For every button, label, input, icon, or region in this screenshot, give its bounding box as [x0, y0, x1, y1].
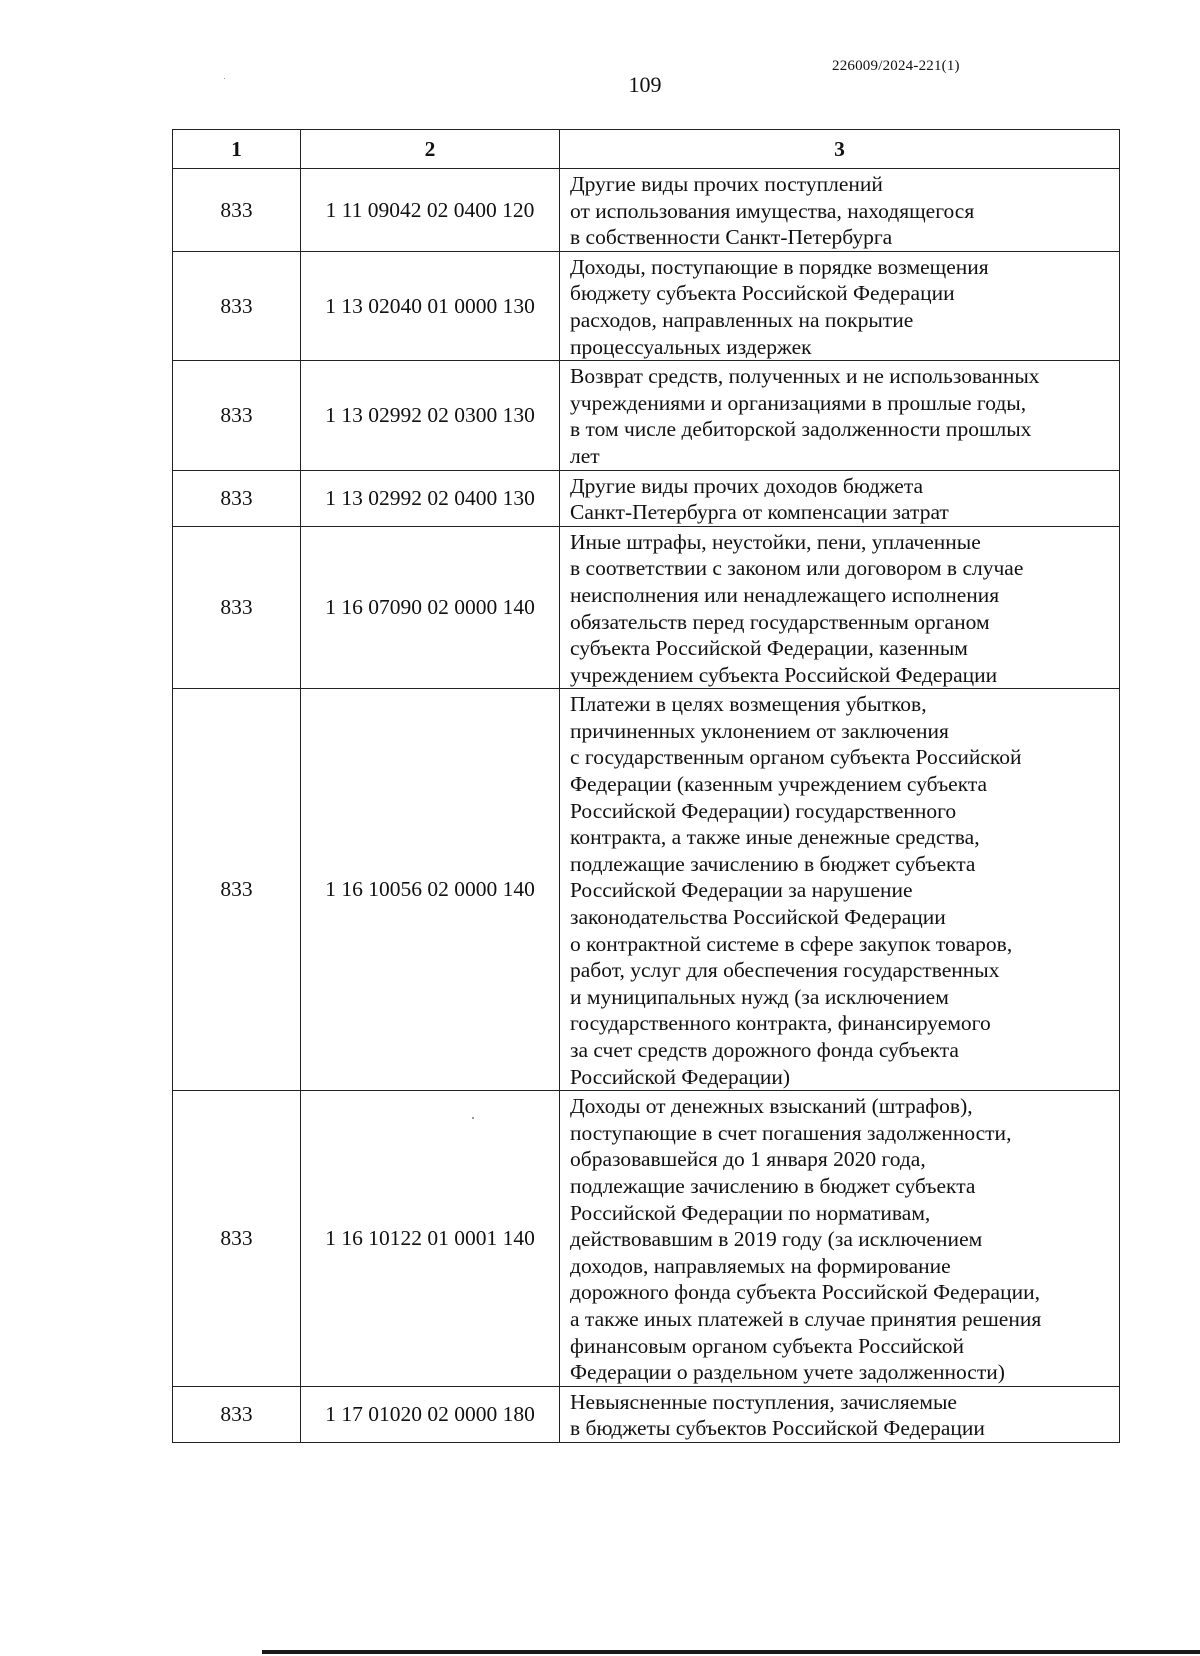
description-line: лет [570, 443, 600, 468]
budget-classification-code-cell: 1 11 09042 02 0400 120 [301, 169, 560, 252]
description-line: поступающие в счет погашения задолженности, [570, 1120, 1012, 1145]
document-registration-number: 226009/2024-221(1) [832, 58, 960, 74]
description-line: подлежащие зачислению в бюджет субъекта [570, 1173, 976, 1198]
column-header-3: 3 [560, 130, 1120, 169]
description-line: Российской Федерации) [570, 1064, 791, 1089]
description-line: в собственности Санкт-Петербурга [570, 225, 893, 250]
budget-classification-code-cell: 1 13 02992 02 0400 130 [301, 470, 560, 526]
revenue-description-cell [560, 251, 1120, 360]
revenue-description-cell [560, 689, 1120, 1091]
description-line: расходов, направленных на покрытие [570, 307, 914, 332]
description-line: действовавшим в 2019 году (за исключением [570, 1227, 983, 1252]
description-line: неисполнения или ненадлежащего исполнения [570, 582, 1000, 607]
description-line: работ, услуг для обеспечения государственных [570, 958, 1000, 983]
description-line: Доходы от денежных взысканий (штрафов), [570, 1094, 973, 1119]
revenue-description-cell [560, 526, 1120, 689]
description-line: в соответствии с законом или договором в случае [570, 556, 1024, 581]
description-line: учреждениями и организациями в прошлые годы, [570, 390, 1027, 415]
revenue-description-cell [560, 361, 1120, 470]
description-line: и муниципальных нужд (за исключением [570, 984, 949, 1009]
description-line: Санкт-Петербурга от компенсации затрат [570, 500, 949, 525]
description-line: бюджету субъекта Российской Федерации [570, 281, 955, 306]
description-line: обязательств перед государственным органом [570, 609, 990, 634]
description-line: в том числе дебиторской задолженности прошлых [570, 417, 1032, 442]
budget-classification-code-cell: 1 13 02992 02 0300 130 [301, 361, 560, 470]
table-row [173, 1091, 1120, 1387]
administrator-code-cell: 833 [173, 470, 301, 526]
budget-classification-code-cell: 1 16 07090 02 0000 140 [301, 526, 560, 689]
table-row [173, 169, 1120, 252]
budget-classification-code-cell: 1 16 10122 01 0001 140 [301, 1091, 560, 1387]
column-header-2: 2 [301, 130, 560, 169]
table-row [173, 470, 1120, 526]
description-line: Федерации (казенным учреждением субъекта [570, 772, 988, 797]
description-line: о контрактной системе в сфере закупок товаров, [570, 931, 1013, 956]
table-header-row [173, 130, 1120, 169]
description-line: субъекта Российской Федерации, казенным [570, 636, 968, 661]
description-line: Российской Федерации) государственного [570, 798, 957, 823]
description-line: процессуальных издержек [570, 334, 812, 359]
description-line: Другие виды прочих доходов бюджета [570, 473, 924, 498]
table-body [173, 169, 1120, 1443]
table-row [173, 251, 1120, 360]
description-line: доходов, направляемых на формирование [570, 1253, 951, 1278]
column-header-1: 1 [173, 130, 301, 169]
description-line: Иные штрафы, неустойки, пени, уплаченные [570, 529, 981, 554]
description-line: контракта, а также иные денежные средства, [570, 825, 980, 850]
table-row [173, 689, 1120, 1091]
revenue-codes-table [172, 129, 1120, 1443]
administrator-code-cell: 833 [173, 169, 301, 252]
revenue-codes-table-container [172, 129, 1119, 1443]
description-line: от использования имущества, находящегося [570, 198, 975, 223]
scan-speck [224, 78, 225, 79]
description-line: Российской Федерации по нормативам, [570, 1200, 931, 1225]
budget-classification-code-cell: 1 16 10056 02 0000 140 [301, 689, 560, 1091]
description-line: Возврат средств, полученных и не использованных [570, 364, 1040, 389]
revenue-description-cell [560, 470, 1120, 526]
revenue-description-cell [560, 1091, 1120, 1387]
administrator-code-cell: 833 [173, 361, 301, 470]
description-line: с государственным органом субъекта Российской [570, 745, 1022, 770]
description-line: Невыясненные поступления, зачисляемые [570, 1389, 957, 1414]
administrator-code-cell: 833 [173, 526, 301, 689]
description-line: а также иных платежей в случае принятия решения [570, 1306, 1042, 1331]
description-line: в бюджеты субъектов Российской Федерации [570, 1416, 985, 1441]
revenue-description-cell [560, 1386, 1120, 1442]
scan-speck [472, 1117, 474, 1119]
budget-classification-code-cell: 1 13 02040 01 0000 130 [301, 251, 560, 360]
description-line: дорожного фонда субъекта Российской Федерации, [570, 1280, 1040, 1305]
description-line: государственного контракта, финансируемого [570, 1011, 991, 1036]
table-row [173, 1386, 1120, 1442]
description-line: законодательства Российской Федерации [570, 905, 946, 930]
page-number: 109 [628, 72, 662, 97]
budget-classification-code-cell: 1 17 01020 02 0000 180 [301, 1386, 560, 1442]
administrator-code-cell: 833 [173, 1386, 301, 1442]
description-line: Другие виды прочих поступлений [570, 172, 883, 196]
description-line: Платежи в целях возмещения убытков, [570, 692, 927, 717]
scan-bottom-edge [262, 1650, 1200, 1654]
administrator-code-cell: 833 [173, 1091, 301, 1387]
revenue-description-cell [560, 169, 1120, 252]
description-line: Доходы, поступающие в порядке возмещения [570, 254, 989, 279]
description-line: Федерации о раздельном учете задолженности) [570, 1360, 1005, 1385]
administrator-code-cell: 833 [173, 689, 301, 1091]
table-row [173, 361, 1120, 470]
description-line: учреждением субъекта Российской Федерации [570, 662, 998, 687]
description-line: причиненных уклонением от заключения [570, 718, 949, 743]
description-line: образовавшейся до 1 января 2020 года, [570, 1147, 926, 1172]
description-line: за счет средств дорожного фонда субъекта [570, 1038, 959, 1062]
table-row [173, 526, 1120, 689]
description-line: подлежащие зачислению в бюджет субъекта [570, 851, 976, 876]
administrator-code-cell: 833 [173, 251, 301, 360]
description-line: финансовым органом субъекта Российской [570, 1333, 965, 1358]
description-line: Российской Федерации за нарушение [570, 878, 913, 903]
